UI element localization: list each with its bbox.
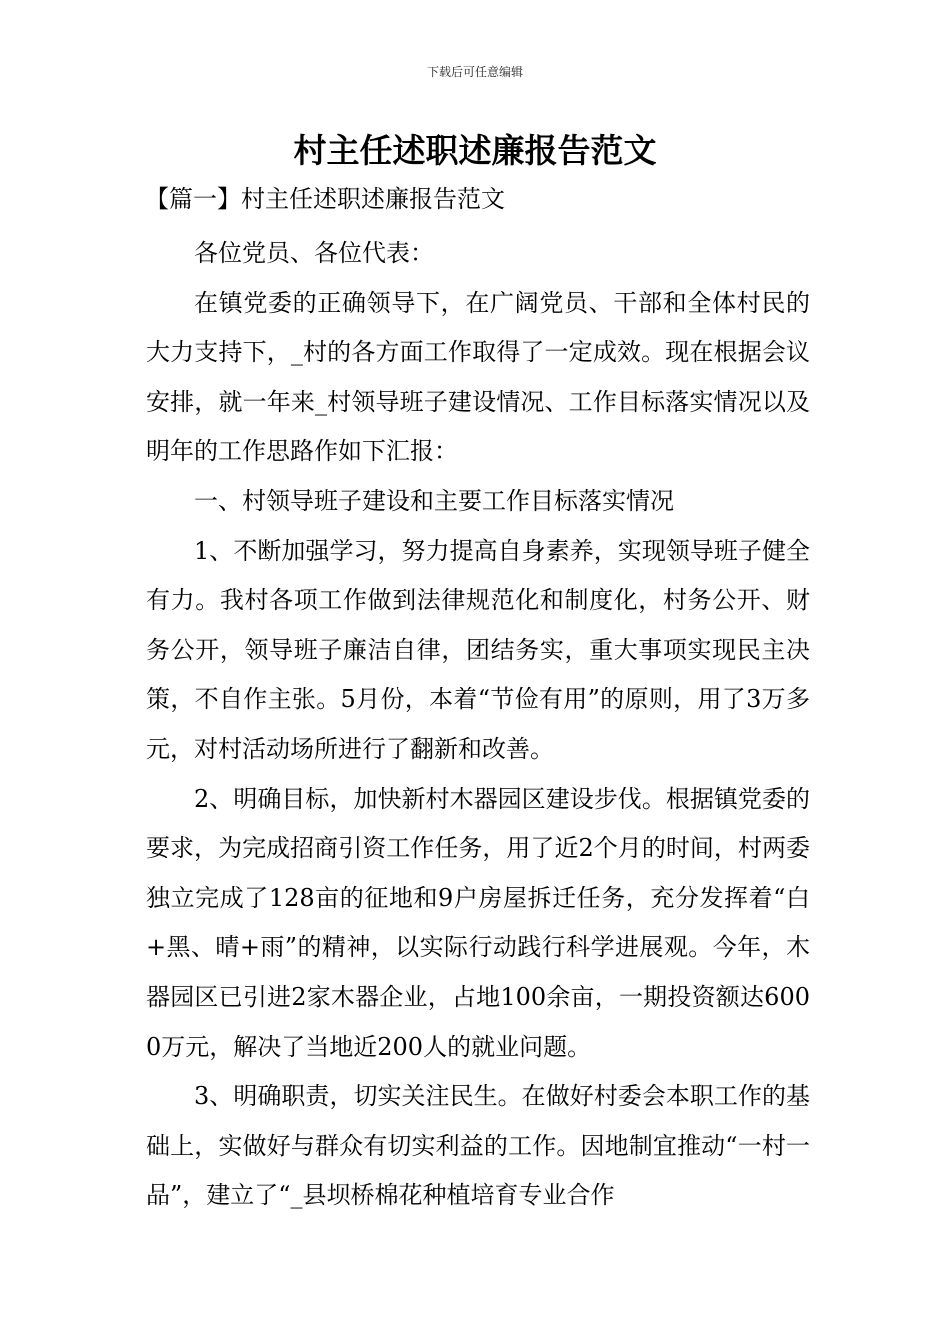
paragraph-item-2: 2、明确目标，加快新村木器园区建设步伐。根据镇党委的要求，为完成招商引资工作任务，用了近2个月的时间，村两委独立完成了128亩的征地和9户房屋拆迁任务，充分发挥着“白+黑、晴+雨”的精神，以实际行动践行科学进展观。今年，木器园区已引进2家木器企业，占地100余亩，一期投资额达6000万元，解决了当地近200人的就业问题。	[146, 784, 810, 1061]
section-heading: 【篇一】村主任述职述廉报告范文	[145, 185, 505, 213]
paragraph-item-1: 1、不断加强学习，努力提高自身素养，实现领导班子健全有力。我村各项工作做到法律规范化和制度化，村务公开、财务公开，领导班子廉洁自律，团结务实，重大事项实现民主决策，不自作主张。5月份，本着“节俭有用”的原则，用了3万多元，对村活动场所进行了翻新和改善。	[146, 536, 810, 763]
document-title: 村主任述职述廉报告范文	[293, 131, 657, 170]
paragraph-subheading: 一、村领导班子建设和主要工作目标落实情况	[194, 486, 674, 515]
paragraph-item-3: 3、明确职责，切实关注民生。在做好村委会本职工作的基础上，实做好与群众有切实利益的工作。因地制宜推动“一村一品”，建立了“_县坝桥棉花种植培育专业合作	[146, 1082, 810, 1210]
page-header-note: 下载后可任意编辑	[426, 65, 523, 79]
paragraph-intro: 在镇党委的正确领导下，在广阔党员、干部和全体村民的大力支持下，_村的各方面工作取得了一定成效。现在根据会议安排，就一年来_村领导班子建设情况、工作目标落实情况以及明年的工作思路作如下汇报：	[146, 288, 810, 466]
document-body	[146, 229, 810, 1221]
paragraph-salutation: 各位党员、各位代表：	[194, 239, 434, 267]
